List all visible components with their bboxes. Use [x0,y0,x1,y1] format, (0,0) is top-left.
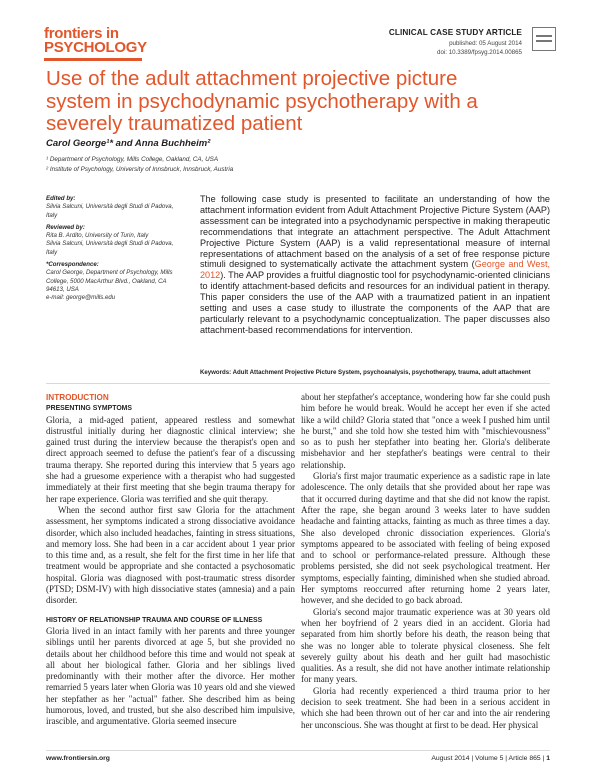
footer-volume: Volume 5 [475,755,504,762]
footer-date: August 2014 [431,755,470,762]
journal-logo-line2: PSYCHOLOGY [44,39,147,56]
correspondence-address: Carol George, Department of Psychology, Mills College, 5000 MacArthur Blvd., Oakland, CA 94613, USA [46,269,173,293]
paragraph-5: Gloria's first major traumatic experience as a sadistic rape in late adolescence. The only details that she provided about her rape was that it occurred during daytime and that she did not know the rapist. After the rape, she began around 3 weeks later to have sudden headache and fainting attacks, fainting as much as three times a day. She also developed chronic dissociation experiences. Gloria's symptoms appeared to be associated with feeling of being exposed and to school or performance-related pressure. Although these problems persisted, she did not seek psychological treatment. Her symptoms, especially fainting, diminished when she studied abroad. Her symptoms reoccurred after returning home 2 years later, however, and she decided to go back abroad. [301,471,550,606]
article-type: CLINICAL CASE STUDY ARTICLE [388,28,522,37]
paragraph-6: Gloria's second major traumatic experience was at 30 years old when her boyfriend of 2 years died in an accident. Gloria had separated from him shortly before his death, the reason being that she was no longer able to tolerate physical closeness. She felt severely guilty about his death and her guilt had masochistic qualities. As a result, she did not have another intimate relationship for many years. [301,606,550,685]
paragraph-4: about her stepfather's acceptance, wondering how far she could push him before he would break. Would he accept her even if she acted like a wild child? Gloria stated that "once a week I pushed him until he burst," and she told how she tested him with "mischievousness" so as to push her stepfather into beating her. Gloria's deliberate misbehavior and her stepfather's beatings were central to their relationship. [301,392,550,470]
body-column-right [301,392,550,731]
paragraph-3: Gloria lived in an intact family with her parents and three younger siblings until her parents divorced at age 5, but she provided no details about her childhood before this time and would not speak at all about her biological father. Gloria and her siblings lived predominantly with their mother after the divorce. Her mother remarried 5 years later when Gloria was 10 years old and she viewed her stepfather as her "actual" father. She described him as being humorous, loved, and trusted, but she also described him impulsive, irascible, and argumentative. Gloria seemed insecure [46,625,295,727]
abstract-part-2: ). The AAP provides a fruitful diagnostic tool for psychodynamic-oriented clinicians to identify attachment-based deficits and resources for an individual patient in therapy. This paper considers the use of the AAP with a traumatized patient in an inpatient setting and uses a case study to illustrate the components of the AAP that are particularly relevant to a psychodynamic conceptualization. The paper discusses also attachment-based recommendations for intervention. [200,270,550,335]
edited-by-label: Edited by: [46,195,76,202]
history-heading: HISTORY OF RELATIONSHIP TRAUMA AND COURSE OF ILLNESS [46,616,263,624]
article-title: Use of the adult attachment projective picture system in psychodynamic psychotherapy with a severely traumatized patient [46,67,478,135]
footer-page-number: 1 [546,755,550,762]
logo-underline [44,58,142,61]
journal-logo-line1: frontiers in [44,25,119,42]
section-divider [46,383,550,384]
article-sidebar [46,195,174,307]
editor-name: Silvia Salcuni, Università degli Studi di Padova, Italy [46,203,174,219]
affiliation-2: ² Institute of Psychology, University of Innsbruck, Innsbruck, Austria [46,165,234,173]
paragraph-1: Gloria, a mid-aged patient, appeared restless and somewhat distrustful initially during her diagnostic clinical interview; she gained trust during the interview because the therapist's open and direct approach seemed to defuse the patient's fear of a discussing trauma therapy. She reported during this interview that 5 years ago she had a gruesome experience with a therapist who had suggested immediately at their first meeting that she begin trauma therapy for her rape experience. Gloria was terrified and she quit therapy. [46,414,295,504]
published-date: published: 05 August 2014 [449,40,522,47]
abstract-citation-link[interactable]: George and West, 2012 [200,259,551,281]
reviewer-2: Silvia Salcuni, Università degli Studi di Padova, Italy [46,240,174,256]
article-mark-icon [532,27,556,51]
journal-logo[interactable] [44,26,147,61]
footer-info: August 2014 | Volume 5 | Article 865 | 1 [431,755,550,762]
footer-rule [46,750,550,751]
body-column-left [46,392,295,728]
reviewed-by-label: Reviewed by: [46,223,85,231]
keywords: Keywords: Adult Attachment Projective Picture System, psychoanalysis, psychotherapy, trauma, adult attachment [200,369,531,376]
publication-info [437,40,522,57]
authors: Carol George¹* and Anna Buchheim² [46,138,211,149]
abstract-part-1: The following case study is presented to facilitate an understanding of how the attachment information evident from Adult Attachment Projective Picture System (AAP) assessment can be integrated into a psychodynamic perspective in making therapeutic recommendations that integrate an attachment perspective. The Adult Attachment Projective Picture System (AAP) is a valid representational measure of internal representations of attachment based on the analysis of a set of free response picture stimuli designed to systematically activate the attachment system ( [200,194,550,270]
footer-article: Article 865 [508,755,541,762]
presenting-symptoms-heading: PRESENTING SYMPTOMS [46,405,133,413]
correspondence-label: *Correspondence: [46,261,99,269]
affiliation-1: ¹ Department of Psychology, Mills College, Oakland, CA, USA [46,156,219,163]
abstract [200,194,550,336]
correspondence-email[interactable]: e-mail: george@mills.edu [46,294,116,302]
footer-website-link[interactable]: www.frontiersin.org [46,755,110,762]
introduction-heading: INTRODUCTION [46,393,109,402]
reviewer-1: Rita B. Ardito, University of Turin, Italy [46,232,149,240]
paragraph-7: Gloria had recently experienced a third trauma prior to her decision to seek treatment. She had been in a serious accident in which she had been thrown out of her car and into the air rendering her unconscious. She was thought at first to be dead. Her physical [301,685,550,730]
paragraph-2: When the second author first saw Gloria for the attachment assessment, her symptoms indicated a strong dissociative avoidance disorder, which also included headaches, fainting in stress situations, and memory loss. She had been in a car accident about 1 year prior to this time and, as a result, she felt for the first time in her life that treatment would be appropriate and she contacted a psychosomatic hospital. Gloria was diagnosed with post-traumatic stress disorder (PTSD; DSM-IV) with high dissociative states (amnesia) and a pain disorder. [46,504,295,606]
affiliations [46,155,233,174]
doi-link[interactable]: doi: 10.3389/fpsyg.2014.00865 [437,48,522,56]
